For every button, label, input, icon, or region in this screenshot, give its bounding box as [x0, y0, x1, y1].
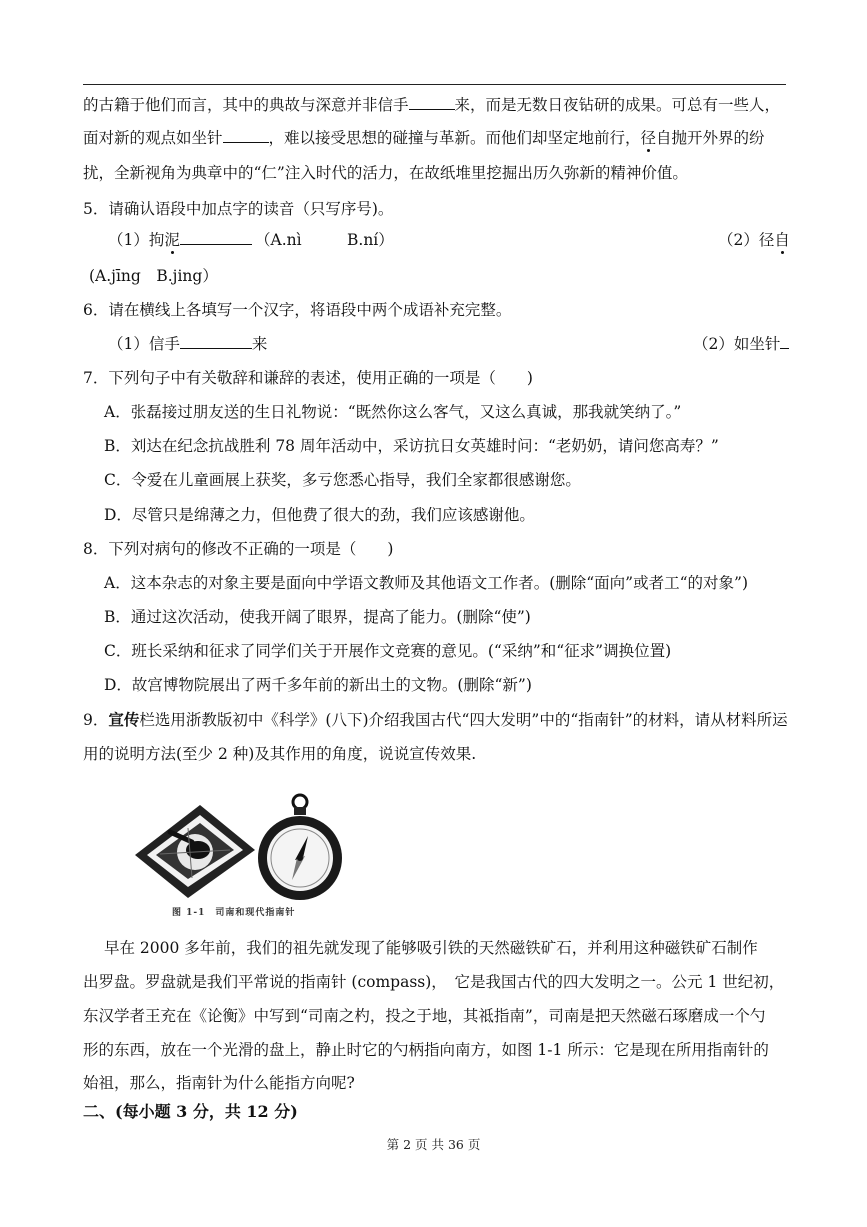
question-6-stem: 6．请在横线上各填写一个汉字，将语段中两个成语补充完整。	[83, 301, 512, 319]
compass-figure	[130, 780, 360, 920]
text: （1）信手	[108, 335, 180, 353]
q8-option-b: B．通过这次活动，使我开阔了眼界，提高了能力。(删除“使”)	[104, 608, 531, 626]
q5-option-a: （A.nì	[255, 231, 302, 249]
q5-part-2-options: (A.jīng B.jing）	[89, 267, 218, 285]
answer-blank[interactable]	[180, 334, 252, 349]
question-9-line-1	[83, 709, 788, 731]
text: 来，而是无数日夜钻研的成果。可总有一些人，	[454, 96, 781, 114]
sinan-spoon-icon	[135, 805, 255, 898]
passage-line-3: 东汉学者王充在《论衡》中写到“司南之杓，投之于地，其祗指南”，司南是把天然磁石琢磨成一个勺	[83, 1007, 766, 1025]
section-2-heading: 二、(每小题 3 分，共 12 分)	[83, 1102, 298, 1121]
figure-caption: 图 1-1 司南和现代指南针	[172, 908, 296, 918]
passage-line-2: 出罗盘。罗盘就是我们平常说的指南针 (compass)， 它是我国古代的四大发明之一。公元 1 世纪初，	[83, 973, 785, 991]
passage-line-1: 早在 2000 多年前，我们的祖先就发现了能够吸引铁的天然磁铁矿石，并利用这种磁铁矿石制作	[104, 939, 758, 957]
blank-line	[223, 128, 269, 143]
text: 栏选用浙教版初中《科学》(八下)介绍我国古代“四大发明”中的“指南针”的材料，请从材料所运	[139, 711, 788, 729]
text: 自抛开外界的纷	[656, 129, 765, 147]
q5-option-b: B.ní）	[347, 231, 394, 249]
q7-option-d: D．尽管只是绵薄之力，但他费了很大的劲，我们应该感谢他。	[104, 506, 535, 524]
passage-line-5: 始祖，那么，指南针为什么能指方向呢?	[83, 1074, 355, 1092]
question-6-part-2	[693, 333, 789, 355]
text: 的古籍于他们而言，其中的典故与深意并非信手	[83, 96, 409, 114]
question-7-stem: 7．下列句子中有关敬辞和谦辞的表述，使用正确的一项是（ )	[83, 369, 533, 387]
modern-compass-icon	[258, 795, 342, 900]
para-line-2	[83, 127, 765, 149]
text: （2）径	[718, 231, 775, 249]
dotted-char: 自	[774, 231, 790, 249]
question-5-part-1	[108, 229, 252, 251]
question-9-line-2: 用的说明方法(至少 2 种)及其作用的角度，说说宣传效果.	[83, 745, 477, 763]
question-number: 9．	[83, 711, 109, 729]
question-5-part-2	[718, 229, 790, 251]
blank-line	[409, 95, 455, 110]
bold-word: 宣传	[108, 710, 140, 729]
text: ，难以接受思想的碰撞与革新。而他们却坚定地前行，	[268, 129, 641, 147]
q7-option-c: C．令爱在儿童画展上获奖，多亏您悉心指导，我们全家都很感谢您。	[104, 471, 581, 489]
dotted-char: 径	[640, 129, 657, 147]
header-rule	[83, 84, 786, 85]
question-6-part-1	[108, 333, 267, 355]
q8-option-d: D．故宫博物院展出了两千多年前的新出土的文物。(删除“新”)	[104, 676, 532, 694]
text: 面对新的观点如坐针	[83, 129, 223, 147]
q8-option-a: A．这本杂志的对象主要是面向中学语文教师及其他语文工作者。(删除“面向”或者工“的对象”)	[104, 574, 748, 592]
text: （2）如坐针	[693, 335, 781, 353]
dotted-char: 泥	[164, 231, 180, 249]
question-8-stem: 8．下列对病句的修改不正确的一项是（ )	[83, 540, 394, 558]
answer-blank[interactable]	[180, 230, 252, 245]
text: 来	[251, 335, 268, 353]
para-line-1	[83, 94, 780, 116]
q7-option-a: A．张磊接过朋友送的生日礼物说：“既然你这么客气，又这么真诚，那我就笑纳了。”	[104, 403, 682, 421]
passage-line-4: 形的东西，放在一个光滑的盘上，静止时它的勺柄指向南方，如图 1-1 所示：它是现在所用指南针的	[83, 1041, 769, 1059]
text: （1）拘	[108, 231, 165, 249]
question-5-stem: 5．请确认语段中加点字的读音（只写序号)。	[83, 200, 394, 218]
page-footer: 第 2 页 共 36 页	[386, 1137, 481, 1152]
para-line-3: 扰，全新视角为典章中的“仁”注入时代的活力，在故纸堆里挖掘出历久弥新的精神价值。	[83, 164, 688, 182]
q7-option-b: B．刘达在纪念抗战胜利 78 周年活动中，采访抗日女英雄时问：“老奶奶，请问您高寿？”	[104, 437, 719, 455]
q8-option-c: C．班长采纳和征求了同学们关于开展作文竞赛的意见。(“采纳”和“征求”调换位置)	[104, 642, 672, 660]
answer-blank[interactable]	[780, 334, 789, 349]
